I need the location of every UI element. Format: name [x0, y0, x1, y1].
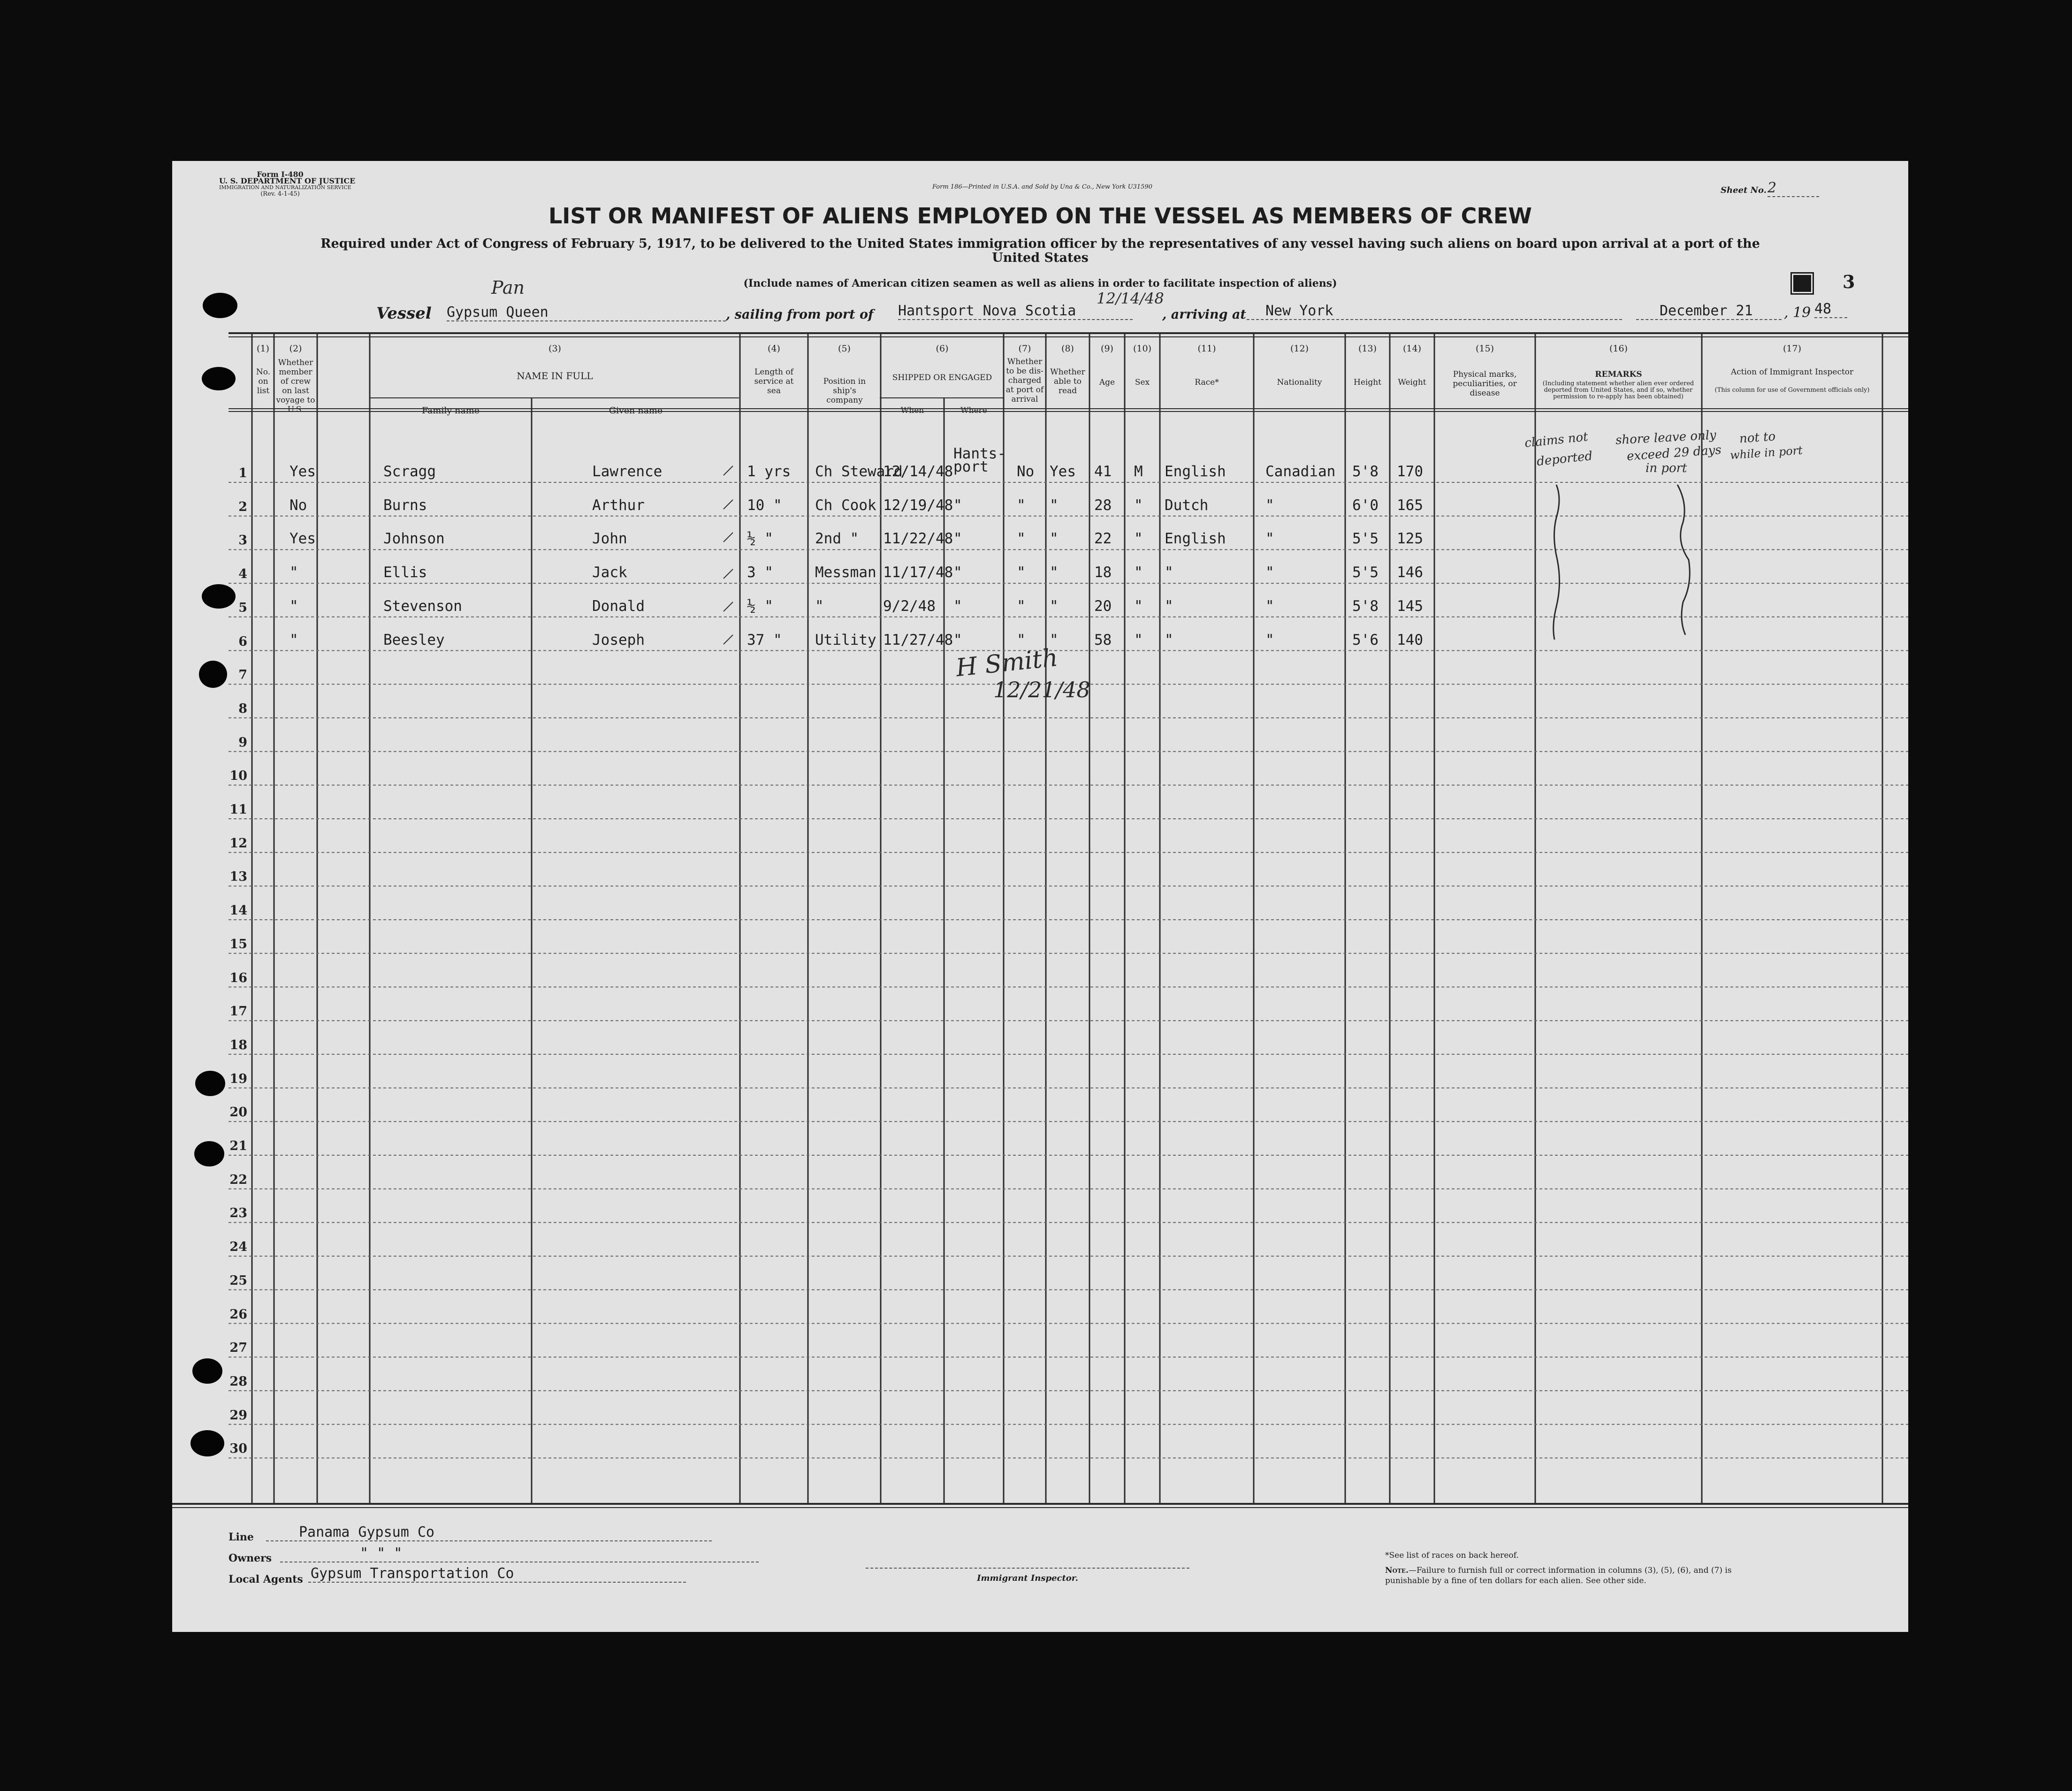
row-number: 19	[229, 1071, 247, 1086]
inclusion-note: (Include names of American citizen seamen as well as aliens in order to facilitate inspection of aliens)	[743, 277, 1337, 290]
local-agents-value: Gypsum Transportation Co	[308, 1565, 686, 1583]
cell-height: 5'8	[1352, 463, 1379, 480]
punch-hole-1	[203, 293, 237, 318]
cell-when: 12/19/48	[883, 496, 953, 514]
col-4-label: Length of service at sea	[754, 367, 794, 396]
row-number: 17	[229, 1004, 247, 1019]
cell-where: "	[953, 530, 962, 548]
punch-hole-2	[202, 367, 236, 390]
owners-value: " " "	[280, 1545, 759, 1562]
col-6-label: SHIPPED OR ENGAGED	[892, 373, 992, 382]
cell-sex: "	[1134, 597, 1143, 615]
cell-race: English	[1165, 530, 1226, 548]
cell-discharged: "	[1017, 564, 1026, 581]
cell-family: Scragg	[383, 463, 436, 480]
arrival-date: December 21	[1636, 303, 1782, 320]
row-number: 27	[229, 1341, 247, 1356]
cell-read: "	[1050, 496, 1059, 514]
row-number: 22	[229, 1172, 247, 1187]
cell-service: ½ "	[747, 597, 773, 615]
row-number: 14	[229, 903, 247, 918]
col-9-label: Age	[1099, 378, 1115, 387]
col-17-label: Action of Immigrant Inspector	[1730, 367, 1854, 377]
cell-when: 12/14/48	[883, 463, 953, 480]
cell-race: Dutch	[1165, 496, 1209, 514]
col-6-num: (6)	[936, 343, 949, 354]
col-3-family-label: Family name	[422, 405, 480, 416]
cell-where: "	[953, 631, 962, 648]
cell-given: Arthur	[592, 496, 645, 514]
cell-age: 41	[1094, 463, 1112, 480]
row-number: 29	[229, 1408, 247, 1423]
col-2-num: (2)	[289, 343, 302, 354]
cell-when: 11/22/48	[883, 530, 953, 548]
cell-height: 5'6	[1352, 631, 1379, 648]
cell-sex: M	[1134, 463, 1143, 480]
printer-line: Form 186—Printed in U.S.A. and Sold by Una & Co., New York U31590	[932, 183, 1152, 191]
cell-last-voyage: "	[289, 564, 298, 581]
row-number: 2	[238, 499, 247, 514]
row-number: 23	[229, 1206, 247, 1221]
cell-read: "	[1050, 564, 1059, 581]
cell-race: English	[1165, 463, 1226, 480]
cell-height: 6'0	[1352, 496, 1379, 514]
line-value: Panama Gypsum Co	[266, 1524, 712, 1541]
cell-sex: "	[1134, 496, 1143, 514]
punch-hole-7	[192, 1358, 222, 1384]
cell-where: "	[953, 496, 962, 514]
row-number: 12	[229, 836, 247, 851]
cell-age: 18	[1094, 564, 1112, 581]
cell-discharged: "	[1017, 496, 1026, 514]
col-16-num: (16)	[1609, 343, 1628, 354]
col-17-num: (17)	[1783, 343, 1801, 354]
remarks-note-3: in port	[1645, 461, 1687, 475]
col-3-num: (3)	[548, 343, 561, 354]
cell-nationality: "	[1265, 496, 1274, 514]
cell-position: Ch Cook	[815, 496, 876, 514]
col-3-label: NAME IN FULL	[517, 370, 593, 381]
sailing-from-port: Hantsport Nova Scotia	[898, 303, 1133, 320]
cell-given: Lawrence	[592, 463, 663, 480]
cell-read: "	[1050, 631, 1059, 648]
cell-last-voyage: No	[289, 496, 307, 514]
inspector-signature: H Smith	[954, 643, 1059, 683]
department-name: U. S. DEPARTMENT OF JUSTICE	[219, 176, 356, 185]
row-number: 9	[238, 735, 247, 750]
cell-sex: "	[1134, 530, 1143, 548]
cell-given: Jack	[592, 564, 627, 581]
row-number: 3	[238, 533, 247, 548]
cell-position: 2nd "	[815, 530, 859, 548]
cell-height: 5'8	[1352, 597, 1379, 615]
year-prefix: , 19	[1784, 305, 1811, 321]
form-revision: (Rev. 4-1-45)	[260, 191, 300, 198]
failure-note	[1385, 1565, 1751, 1586]
cell-last-voyage: Yes	[289, 463, 316, 480]
col-7-label: Whether to be dis-charged at port of arrival	[1006, 357, 1044, 404]
cell-position: Utility	[815, 631, 876, 648]
row-number: 24	[229, 1240, 247, 1255]
ditto-brackets	[172, 161, 1908, 1632]
col-6-when-label: When	[900, 406, 924, 415]
arriving-port: New York	[1247, 303, 1622, 320]
cell-weight: 145	[1397, 597, 1423, 615]
note-label: Note.	[1385, 1566, 1409, 1575]
cell-weight: 170	[1397, 463, 1423, 480]
cell-race: "	[1165, 597, 1173, 615]
row-number: 18	[229, 1037, 247, 1052]
punch-hole-3	[202, 584, 236, 609]
cell-read: Yes	[1050, 463, 1076, 480]
race-footnote: *See list of races on back hereof.	[1385, 1551, 1519, 1560]
cell-position: "	[815, 597, 824, 615]
sailing-date-handwritten: 12/14/48	[1097, 290, 1164, 307]
row-number: 25	[229, 1273, 247, 1288]
cell-read: "	[1050, 597, 1059, 615]
line-label: Line	[229, 1531, 254, 1543]
physical-marks-note-1: claims not	[1524, 429, 1589, 451]
cell-age: 22	[1094, 530, 1112, 548]
cell-when: 11/17/48	[883, 564, 953, 581]
punch-hole-5	[195, 1071, 225, 1096]
form-number: Form I-480	[257, 170, 304, 179]
cell-race: "	[1165, 564, 1173, 581]
note-text: —Failure to furnish full or correct information in columns (3), (5), (6), and (7) is punishable by a fine of ten dollars for each alien. See other side.	[1385, 1566, 1732, 1585]
col-2-label: Whether member of crew on last voyage to U.S.	[276, 358, 315, 414]
year-value: 48	[1814, 301, 1847, 318]
cell-weight: 140	[1397, 631, 1423, 648]
cell-when: 9/2/48	[883, 597, 936, 615]
cell-discharged: "	[1017, 597, 1026, 615]
col-15-num: (15)	[1475, 343, 1494, 354]
cell-race: "	[1165, 631, 1173, 648]
vessel-name: Gypsum Queen	[447, 304, 726, 321]
remarks-note-2: exceed 29 days	[1626, 442, 1722, 464]
cell-family: Ellis	[383, 564, 427, 581]
action-note-1: not to	[1739, 429, 1776, 446]
cell-age: 58	[1094, 631, 1112, 648]
col-1-num: (1)	[257, 343, 269, 354]
row-number: 21	[229, 1139, 247, 1153]
col-12-label: Nationality	[1277, 378, 1322, 387]
row-number: 11	[229, 802, 247, 817]
vessel-label: Vessel	[376, 304, 432, 323]
cell-age: 20	[1094, 597, 1112, 615]
cell-last-voyage: "	[289, 631, 298, 648]
cell-when: 11/27/48	[883, 631, 953, 648]
col-8-num: (8)	[1061, 343, 1074, 354]
col-11-num: (11)	[1197, 343, 1216, 354]
col-12-num: (12)	[1290, 343, 1309, 354]
vessel-handwritten-note: Pan	[491, 277, 525, 298]
col-3-given-label: Given name	[609, 405, 663, 416]
cell-given: Joseph	[592, 631, 645, 648]
cell-age: 28	[1094, 496, 1112, 514]
row-number: 15	[229, 937, 247, 952]
page-title: LIST OR MANIFEST OF ALIENS EMPLOYED ON THE VESSEL AS MEMBERS OF CREW	[548, 203, 1532, 229]
cell-service: 37 "	[747, 631, 782, 648]
action-note-2: while in port	[1729, 443, 1803, 462]
cell-nationality: Canadian	[1265, 463, 1336, 480]
cell-where: "	[953, 597, 962, 615]
cell-given: John	[592, 530, 627, 548]
row-number: 5	[238, 600, 247, 615]
col-13-label: Height	[1354, 378, 1381, 387]
col-5-label: Position in ship's company	[823, 377, 866, 405]
row-number: 6	[238, 634, 247, 649]
cell-read: "	[1050, 530, 1059, 548]
service-name: IMMIGRATION AND NATURALIZATION SERVICE	[219, 184, 351, 191]
cell-service: 1 yrs	[747, 463, 791, 480]
cell-nationality: "	[1265, 631, 1274, 648]
sailing-label: , sailing from port of	[726, 307, 874, 322]
col-16-label: REMARKS	[1595, 370, 1642, 379]
cell-sex: "	[1134, 564, 1143, 581]
cell-position: Ch Steward	[815, 463, 903, 480]
col-14-num: (14)	[1402, 343, 1421, 354]
col-11-label: Race*	[1195, 378, 1219, 387]
cell-height: 5'5	[1352, 530, 1379, 548]
row-number: 7	[238, 668, 247, 683]
punch-hole-8	[190, 1430, 224, 1456]
cell-height: 5'5	[1352, 564, 1379, 581]
cell-discharged: "	[1017, 530, 1026, 548]
cell-service: 3 "	[747, 564, 773, 581]
cell-position: Messman	[815, 564, 876, 581]
col-14-label: Weight	[1398, 378, 1426, 387]
col-8-label: Whether able to read	[1050, 367, 1085, 396]
page-subtitle: Required under Act of Congress of February 5, 1917, to be delivered to the United States immigration officer by the representatives of any vessel having such aliens on board upon arrival at a port of the United States	[320, 236, 1760, 265]
row-number: 20	[229, 1105, 247, 1120]
cell-discharged: "	[1017, 631, 1026, 648]
cell-where: Hants- port	[953, 445, 1006, 475]
punch-hole-6	[194, 1141, 224, 1166]
row-number: 13	[229, 869, 247, 884]
cell-where: "	[953, 564, 962, 581]
col-13-num: (13)	[1358, 343, 1377, 354]
physical-marks-note-2: deported	[1536, 449, 1593, 469]
inspector-label: Immigrant Inspector.	[977, 1573, 1078, 1583]
cell-nationality: "	[1265, 564, 1274, 581]
cell-nationality: "	[1265, 530, 1274, 548]
col-5-num: (5)	[838, 343, 851, 354]
sheet-number-value: 2	[1767, 180, 1819, 197]
row-number: 30	[229, 1441, 247, 1456]
row-number: 16	[229, 970, 247, 985]
inspector-signature-line	[866, 1568, 1189, 1569]
col-7-num: (7)	[1018, 343, 1031, 354]
cell-last-voyage: Yes	[289, 530, 316, 548]
arriving-label: , arriving at	[1162, 307, 1246, 322]
owners-label: Owners	[229, 1552, 272, 1564]
col-4-num: (4)	[768, 343, 780, 354]
cell-weight: 165	[1397, 496, 1423, 514]
cell-service: 10 "	[747, 496, 782, 514]
row-number: 8	[238, 701, 247, 716]
col-10-num: (10)	[1133, 343, 1151, 354]
col-17-note: (This column for use of Government officials only)	[1714, 387, 1870, 394]
signature-date: 12/21/48	[993, 677, 1090, 702]
cell-sex: "	[1134, 631, 1143, 648]
corner-mark: 3	[1843, 271, 1855, 292]
cell-weight: 146	[1397, 564, 1423, 581]
cell-weight: 125	[1397, 530, 1423, 548]
col-16-note: (Including statement whether alien ever ordered deported from United States, and if so, whether permission to re-apply has been obtained)	[1542, 380, 1694, 400]
col-9-num: (9)	[1101, 343, 1113, 354]
cell-family: Johnson	[383, 530, 445, 548]
local-agents-label: Local Agents	[229, 1573, 303, 1585]
col-15-label: Physical marks, peculiarities, or disease	[1453, 370, 1517, 398]
cell-family: Beesley	[383, 631, 445, 648]
cell-given: Donald	[592, 597, 645, 615]
cell-nationality: "	[1265, 597, 1274, 615]
cell-discharged: No	[1017, 463, 1035, 480]
row-number: 26	[229, 1307, 247, 1322]
sheet-number-label: Sheet No.	[1721, 185, 1767, 195]
cell-service: ½ "	[747, 530, 773, 548]
col-6-where-label: Where	[960, 406, 987, 415]
row-number: 10	[229, 769, 247, 784]
punch-hole-4	[199, 661, 227, 688]
cell-last-voyage: "	[289, 597, 298, 615]
cell-family: Burns	[383, 496, 427, 514]
row-number: 4	[238, 567, 247, 582]
row-number: 1	[238, 466, 247, 480]
cell-family: Stevenson	[383, 597, 462, 615]
row-number: 28	[229, 1374, 247, 1389]
manifest-sheet	[172, 161, 1908, 1632]
col-1-label: No. on list	[256, 367, 271, 396]
col-10-label: Sex	[1135, 378, 1150, 387]
remarks-note-1: shore leave only	[1615, 428, 1717, 448]
